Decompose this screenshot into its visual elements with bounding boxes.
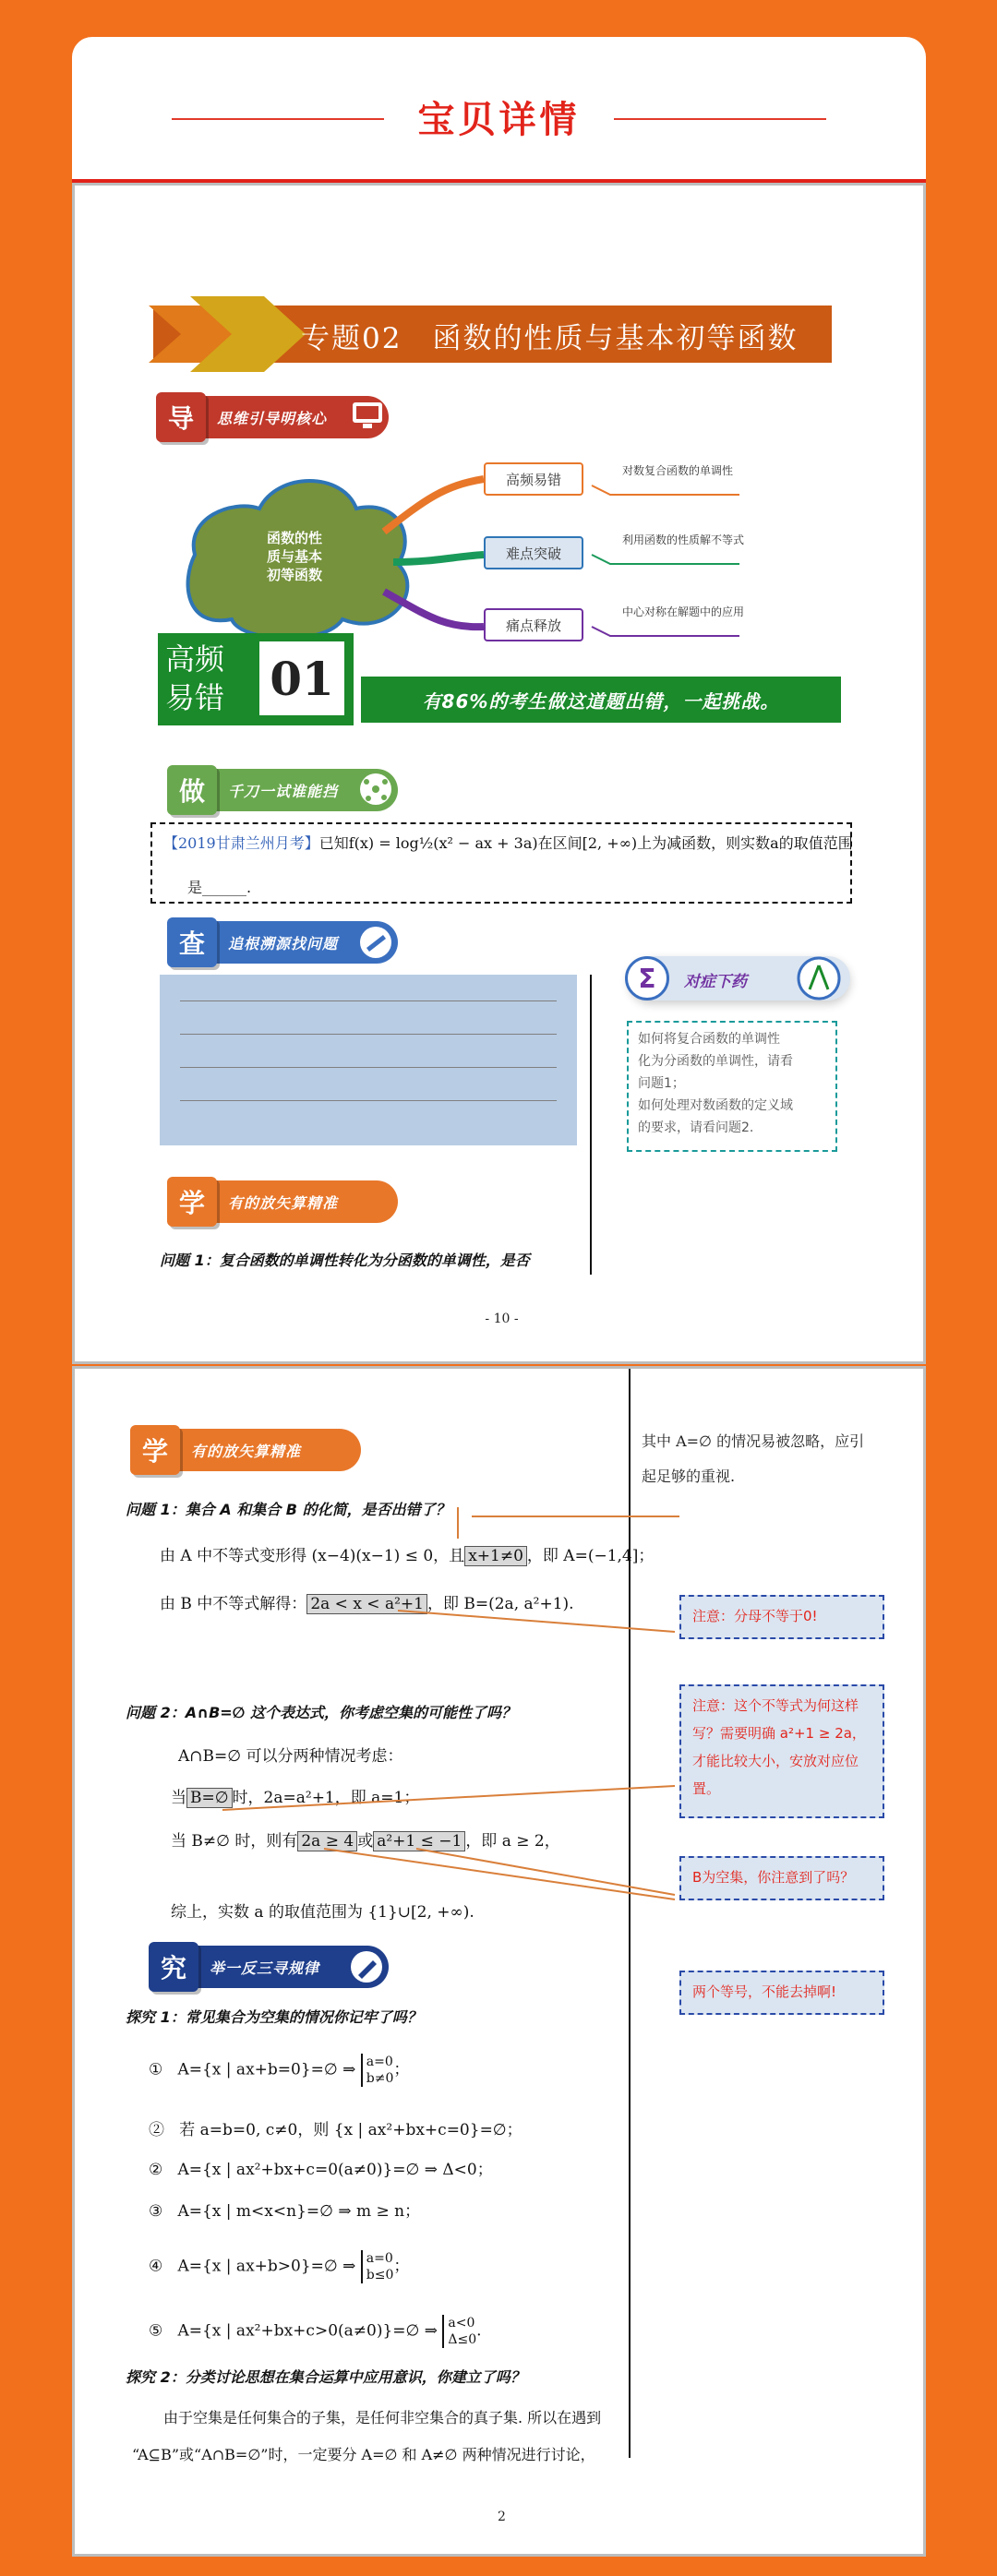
xue-tag-text: 有的放矢算精准: [191, 1442, 302, 1460]
problem-text: 已知f(x) = log½(x² − ax + 3a)在区间[2, +∞)上为减函数，则实数a的取值范围: [318, 834, 853, 852]
math-text: ；: [393, 2257, 410, 2276]
writing-line: [180, 1067, 557, 1100]
zuo-tag-char: 做: [167, 765, 217, 815]
item-number: ②: [149, 2121, 164, 2139]
question-2-heading: 问题 2：A∩B=∅ 这个表达式，你考虑空集的可能性了吗？: [126, 1704, 516, 1721]
banner-chevron-icon: [149, 296, 315, 372]
jiu-tag-char: 究: [149, 1942, 198, 1992]
remedy-box: [627, 1021, 837, 1152]
mindmap-desc: 利用函数的性质解不等式: [622, 533, 745, 546]
gaopin-label: [165, 640, 224, 717]
empty-case-2: [149, 2116, 523, 2139]
column-divider: [590, 975, 592, 1275]
math-line-c: A∩B=∅ 可以分两种情况考虑：: [178, 1747, 403, 1766]
writing-line: [180, 1100, 557, 1133]
case-line: a<0: [448, 2316, 475, 2330]
math-line-f: 综上，实数 a 的取值范围为 {1}∪[2, +∞).: [171, 1903, 474, 1922]
note-line: 才能比较大小，安放对应位: [692, 1753, 859, 1769]
document-page-1: [72, 183, 926, 1364]
note-line: 写？需要明确 a²+1 ≥ 2a，: [692, 1725, 866, 1742]
network-icon: [357, 771, 394, 808]
annotation-arrows: [75, 1369, 926, 2015]
item-number: ③: [149, 2202, 163, 2221]
math-text: 或: [357, 1832, 374, 1851]
empty-case-3: [149, 2156, 493, 2179]
math-text: ，即 B=(2a, a²+1).: [426, 1595, 574, 1613]
explore-2-para: 由于空集是任何集合的子集，是任何非空集合的真子集. 所以在遇到: [163, 2409, 602, 2426]
mindmap-center-line: 初等函数: [266, 567, 322, 583]
case-line: a=0: [366, 2251, 393, 2266]
dao-tag-text: 思维引导明核心: [217, 409, 328, 427]
page-number: - 10 -: [485, 1312, 519, 1326]
empty-case-1: [149, 2054, 409, 2087]
gaopin-line: 高频: [165, 641, 225, 677]
note-line: 置。: [692, 1780, 721, 1797]
math-text: A={x | ax²+bx+c=0(a≠0)}=∅ ⇒ Δ<0；: [177, 2161, 493, 2179]
problem-line-2: 是______.: [187, 879, 252, 896]
p1-question-1: 问题 1：复合函数的单调性转化为分函数的单调性，是否: [160, 1252, 530, 1269]
compass-icon: [797, 956, 841, 1000]
math-text: A={x | ax+b>0}=∅ ⇒: [177, 2257, 356, 2276]
document-page-2: [72, 1366, 926, 2557]
case-line: b≠0: [366, 2071, 394, 2086]
math-text: A={x | ax+b=0}=∅ ⇒: [177, 2060, 356, 2079]
highlight-box: a²+1 ≤ −1: [373, 1831, 465, 1851]
xue-tag-text: 有的放矢算精准: [228, 1193, 339, 1212]
empty-case-6: [149, 2315, 482, 2348]
side-note-line: 起足够的重视.: [642, 1468, 736, 1485]
math-text: 当: [171, 1789, 186, 1807]
math-text: A={x | ax²+bx+c>0(a≠0)}=∅ ⇒: [177, 2321, 438, 2341]
math-text: 若 a=b=0, c≠0，则 {x | ax²+bx+c=0}=∅；: [179, 2121, 523, 2139]
case-line: b≤0: [366, 2268, 394, 2282]
dao-tag-char: 导: [156, 392, 206, 442]
mindmap-node-tongdian: 痛点释放: [484, 608, 583, 641]
pencil-icon: [348, 1948, 385, 1985]
remedy-line: 化为分函数的单调性，请看: [638, 1054, 793, 1069]
note-empty-set: B为空集，你注意到了吗？: [679, 1856, 884, 1900]
math-text: ，即 A=(−1,4]；: [526, 1547, 655, 1565]
item-number: ④: [149, 2257, 163, 2276]
math-text: ；: [393, 2060, 410, 2079]
cha-tag-char: 查: [167, 917, 217, 967]
math-text: 由 B 中不等式解得：: [160, 1595, 307, 1613]
analysis-box: [160, 975, 577, 1145]
note-denominator: 注意：分母不等于0!: [679, 1595, 884, 1639]
mindmap-center: [239, 529, 350, 584]
telescope-icon: [357, 924, 394, 961]
gaopin-number: 01: [259, 641, 344, 715]
mindmap-center-line: 质与基本: [266, 548, 322, 565]
explore-1-heading: 探究 1：常见集合为空集的情况你记牢了吗？: [126, 2008, 422, 2026]
mindmap-center-line: 函数的性: [266, 530, 322, 546]
math-text: ，即 a ≥ 2，: [465, 1832, 560, 1851]
dui-tag-text: 对症下药: [684, 973, 747, 991]
question-1-heading: 问题 1：集合 A 和集合 B 的化简，是否出错了？: [126, 1501, 450, 1518]
zuo-tag-text: 千刀一试谁能挡: [228, 782, 339, 800]
writing-line: [180, 1000, 557, 1034]
math-text: A={x | m<x<n}=∅ ⇒ m ≥ n；: [177, 2202, 421, 2221]
remedy-line: 如何处理对数函数的定义域: [638, 1098, 793, 1113]
empty-case-4: [149, 2198, 420, 2221]
remedy-line: 问题1；: [638, 1076, 685, 1091]
item-number: ①: [149, 2060, 163, 2079]
empty-case-5: [149, 2250, 409, 2283]
highlight-box: 2a ≥ 4: [297, 1831, 357, 1851]
jiu-tag-text: 举一反三寻规律: [210, 1959, 320, 1977]
highlight-box: 2a < x < a²+1: [306, 1594, 427, 1614]
math-text: 时，2a=a²+1，即 a=1；: [232, 1789, 420, 1807]
mindmap-node-nandian: 难点突破: [484, 536, 583, 569]
mindmap-desc: 对数复合函数的单调性: [622, 464, 734, 477]
remedy-line: 如何将复合函数的单调性: [638, 1032, 780, 1047]
case-brace: [361, 2250, 394, 2283]
side-note-line: 其中 A=∅ 的情况易被忽略，应引: [642, 1432, 865, 1450]
problem-line-1: [163, 832, 853, 853]
math-text: 当 B≠∅ 时，则有: [171, 1832, 298, 1851]
remedy-line: 的要求，请看问题2.: [638, 1120, 754, 1135]
math-text: .: [476, 2321, 482, 2341]
gaopin-line: 易错: [165, 680, 225, 715]
header-title: 宝贝详情: [417, 99, 581, 141]
mindmap-desc: 中心对称在解题中的应用: [622, 605, 745, 618]
sigma-icon: Σ: [625, 956, 669, 1000]
gaopin-slogan: 有86%的考生做这道题出错，一起挑战。: [361, 677, 841, 723]
header-card: [72, 37, 926, 185]
case-brace: [361, 2054, 394, 2087]
case-brace: [442, 2315, 476, 2348]
banner-title: 专题02 函数的性质与基本初等函数: [301, 322, 799, 355]
problem-source: 【2019甘肃兰州月考】: [163, 834, 319, 852]
case-line: a=0: [366, 2055, 393, 2069]
cha-tag-text: 追根溯源找问题: [228, 934, 339, 953]
mindmap-node-gaopin: 高频易错: [484, 462, 583, 496]
writing-line: [180, 1034, 557, 1067]
highlight-box: B=∅: [186, 1788, 233, 1808]
item-number: ②: [149, 2161, 163, 2179]
explore-2-para: “A⊆B”或“A∩B=∅”时，一定要分 A=∅ 和 A≠∅ 两种情况进行讨论，: [132, 2446, 595, 2463]
highlight-box: x+1≠0: [464, 1546, 527, 1566]
explore-2-heading: 探究 2：分类讨论思想在集合运算中应用意识，你建立了吗？: [126, 2368, 525, 2386]
xue-tag-char: 学: [130, 1425, 180, 1475]
item-number: ⑤: [149, 2321, 163, 2341]
case-line: Δ≤0: [448, 2332, 477, 2347]
math-text: 由 A 中不等式变形得 (x−4)(x−1) ≤ 0，且: [160, 1547, 465, 1565]
monitor-icon: [350, 398, 385, 433]
xue-tag-char: 学: [167, 1177, 217, 1227]
xue-tag: [167, 1180, 398, 1223]
note-line: 注意：这个不等式为何这样: [692, 1697, 859, 1714]
page-number: 2: [498, 2510, 506, 2524]
note-equals: 两个等号，不能去掉啊!: [679, 1971, 884, 2015]
